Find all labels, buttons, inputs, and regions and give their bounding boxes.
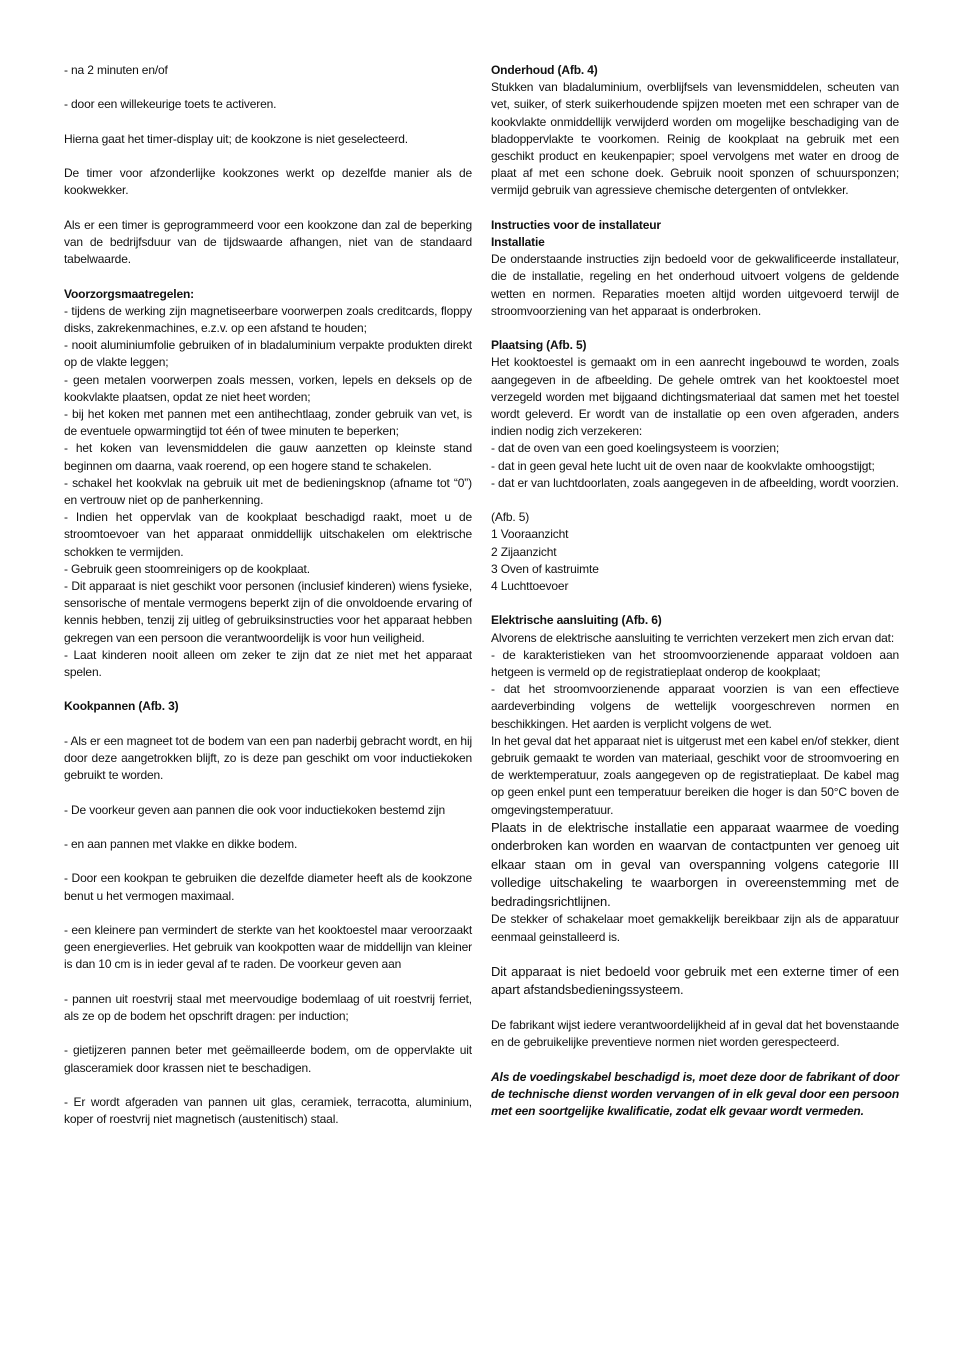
list-item: - Als er een magneet tot de bodem van een pan naderbij gebracht wordt, en hij door deze aangetrokken blijft, zo is deze pan geschikt om voor inductiekoken gebruikt te worden.	[64, 733, 472, 783]
paragraph: Als er een timer is geprogrammeerd voor een kookzone dan zal de beperking van de bedrijfsduur van de tijdswaarde afhangen, niet van de standaard tabelwaarde.	[64, 217, 472, 267]
list-item: - geen metalen voorwerpen zoals messen, vorken, lepels en deksels op de kookvlakte plaatsen, opdat ze niet heet worden;	[64, 372, 472, 404]
paragraph: Plaats in de elektrische installatie een apparaat waarmee de voeding onderbroken kan worden en waarvan de contactpunten ver genoeg uit elkaar staan om in geval van overspanning volgens categorie III volledige uitschakeling te waarborgen in overeenstemming met de bedradingsrichtlijnen.	[491, 819, 899, 909]
section-heading: Kookpannen (Afb. 3)	[64, 699, 179, 714]
list-item: - dat de oven van een goed koelingsysteem is voorzien;	[491, 441, 780, 456]
list-item: - dat het stroomvoorzienende apparaat voorzien is van een effectieve aardeverbinding volgens de wettelijk voorgeschreven normen en beschikkingen. Het aarden is verplicht volgens de wet.	[491, 682, 899, 731]
paragraph: In het geval dat het apparaat niet is uitgerust met een kabel en/of stekker, dient gebruik gemaakt te worden van materiaal, geschikt voor de stroomvoering en de werktemperatuur, zoals aangegeven op de registratieplaat. De kabel mag op geen enkel punt een temperatuur bereiken die hoger is dan 50°C boven de omgevingstemperatuur.	[491, 733, 899, 817]
list-item: - gietijzeren pannen beter met geëmailleerde bodem, om de oppervlakte uit glasceramiek door krassen niet te beschadigen.	[64, 1043, 472, 1075]
list-item: 1 Vooraanzicht	[491, 527, 569, 542]
list-item: 3 Oven of kastruimte	[491, 561, 599, 576]
list-item: - en aan pannen met vlakke en dikke bodem.	[64, 837, 298, 851]
paragraph: Stukken van bladaluminium, overblijfsels van levensmiddelen, scheuten van vet, suiker, of sterk suikerhoudende spijzen moeten met een schraper van de kookvlakte onmiddellijk verwijderd worden om mogelijke beschadiging van de bladoppervlakte te voorkomen. Reinig de kookplaat na gebruik met een geschikt product en keukenpapier; spoel vervolgens met water en droog de plaat af met een schone doek. Gebruik nooit sponzen of schuursponzen; vermijd gebruik van agressieve chemische detergenten of ontvlekker.	[491, 80, 899, 198]
list-item: - Gebruik geen stoomreinigers op de kookplaat.	[64, 561, 310, 576]
list-item: - De voorkeur geven aan pannen die ook voor inductiekoken bestemd zijn	[64, 802, 446, 817]
list-item: - Door een kookpan te gebruiken die dezelfde diameter heeft als de kookzone benut u het vermogen maximaal.	[64, 871, 472, 903]
section-heading: Elektrische aansluiting (Afb. 6)	[491, 613, 662, 628]
section-heading: Plaatsing (Afb. 5)	[491, 338, 587, 353]
list-item: - schakel het kookvlak na gebruik uit met de bedieningsknop (afname tot “0”) en vertrouw niet op de panherkenning.	[64, 475, 472, 507]
paragraph: De fabrikant wijst iedere verantwoordelijkheid af in geval dat het bovenstaande en de gebruikelijke preventieve normen niet worden gerespecteerd.	[491, 1018, 899, 1050]
list-item: - dat in geen geval hete lucht uit de oven naar de kookvlakte omhoogstijgt;	[491, 458, 875, 473]
left-column	[64, 62, 472, 1128]
section-heading: Onderhoud (Afb. 4)	[491, 63, 598, 77]
paragraph: - door een willekeurige toets te activeren.	[64, 97, 277, 112]
list-item: - dat er van luchtdoorlaten, zoals aangegeven in de afbeelding, wordt voorzien.	[491, 475, 899, 490]
list-item: - Dit apparaat is niet geschikt voor personen (inclusief kinderen) wiens fysieke, sensorische of mentale vermogens beperkt zijn of die onvoldoende ervaring of kennis hebben, tenzij zij uitleg of gebruiksinstructies voor het apparaat hebben gekregen van een persoon die verantwoordelijk is voor hun veiligheid.	[64, 579, 472, 645]
list-item: - Laat kinderen nooit alleen om zeker te zijn dat ze niet met het apparaat spelen.	[64, 647, 472, 680]
list-item: 2 Zijaanzicht	[491, 544, 557, 559]
paragraph: - na 2 minuten en/of	[64, 63, 168, 77]
list-item: 4 Luchttoevoer	[491, 579, 569, 594]
paragraph: De stekker of schakelaar moet gemakkelijk bereikbaar zijn als de apparatuur eenmaal geinstalleerd is.	[491, 912, 899, 944]
paragraph: De timer voor afzonderlijke kookzones werkt op dezelfde manier als de kookwekker.	[64, 166, 472, 198]
paragraph: De onderstaande instructies zijn bedoeld voor de gekwalificeerde installateur, die de installatie, regeling en het onderhoud uitvoert volgens de geldende wetten en normen. Reparaties moeten altijd worden uitgevoerd terwijl de stroomvoorziening van het apparaat is onderbroken.	[491, 252, 899, 318]
paragraph: Dit apparaat is niet bedoeld voor gebruik met een externe timer of een apart afstandsbedieningssysteem.	[491, 963, 899, 998]
paragraph: Alvorens de elektrische aansluiting te verrichten verzekert men zich ervan dat:	[491, 630, 895, 645]
list-item: - de karakteristieken van het stroomvoorzienende apparaat voldoen aan hetgeen is vermeld op de registratieplaat onderop de kookplaat;	[491, 647, 899, 680]
section-subheading: Installatie	[491, 235, 545, 250]
list-item: - Er wordt afgeraden van pannen uit glas, ceramiek, terracotta, aluminium, koper of roestvrij niet magnetisch (austenitisch) staal.	[64, 1094, 472, 1127]
warning-paragraph: Als de voedingskabel beschadigd is, moet deze door de fabrikant of door de technische dienst worden vervangen of in elk geval door een persoon met een soortgelijke kwalificatie, zodat elk gevaar wordt vermeden.	[491, 1069, 899, 1119]
figure-label: (Afb. 5)	[491, 510, 530, 525]
list-item: - tijdens de werking zijn magnetiseerbare voorwerpen zoals creditcards, floppy disks, zakrekenmachines, e.z.v. op een afstand te houden;	[64, 303, 472, 335]
list-item: - bij het koken met pannen met een antihechtlaag, zonder gebruik van vet, is de eventuele opwarmingtijd tot één of twee minuten te beperken;	[64, 406, 472, 439]
list-item: - nooit aluminiumfolie gebruiken of in bladaluminium verpakte produkten direkt op de vlakte leggen;	[64, 338, 472, 370]
paragraph: Hierna gaat het timer-display uit; de kookzone is niet geselecteerd.	[64, 131, 408, 146]
section-heading: Instructies voor de installateur	[491, 217, 661, 232]
paragraph: Het kooktoestel is gemaakt om in een aanrecht ingebouwd te worden, zoals aangegeven in de afbeelding. De gehele omtrek van het kooktoestel moet verzegeld worden met bijgaand dichtingsmateriaal dat samen met het toestel wordt geleverd. Er wordt van de installatie op een oven afgeraden, anders indien nodig zich verzekeren:	[491, 355, 899, 439]
right-column	[491, 62, 899, 1120]
list-item: - Indien het oppervlak van de kookplaat beschadigd raakt, moet u de stroomtoevoer van het apparaat onmiddellijk uitschakelen om elektrische schokken te vermijden.	[64, 510, 472, 559]
section-heading: Voorzorgsmaatregelen:	[64, 286, 194, 301]
list-item: - het koken van levensmiddelen die gauw aanzetten op kleinste stand beginnen om daarna, vaak roerend, op een hogere stand te schakelen.	[64, 441, 472, 473]
list-item: - een kleinere pan vermindert de sterkte van het kooktoestel maar veroorzaakt geen energieverlies. Het gebruik van kookpotten waar de middellijn van kleiner is dan 10 cm is in ieder geval af te raden. De voorkeur geven aan	[64, 922, 472, 972]
list-item: - pannen uit roestvrij staal met meervoudige bodemlaag of uit roestvrij ferriet, als ze op de bodem het opschrift dragen: per induction;	[64, 991, 472, 1023]
